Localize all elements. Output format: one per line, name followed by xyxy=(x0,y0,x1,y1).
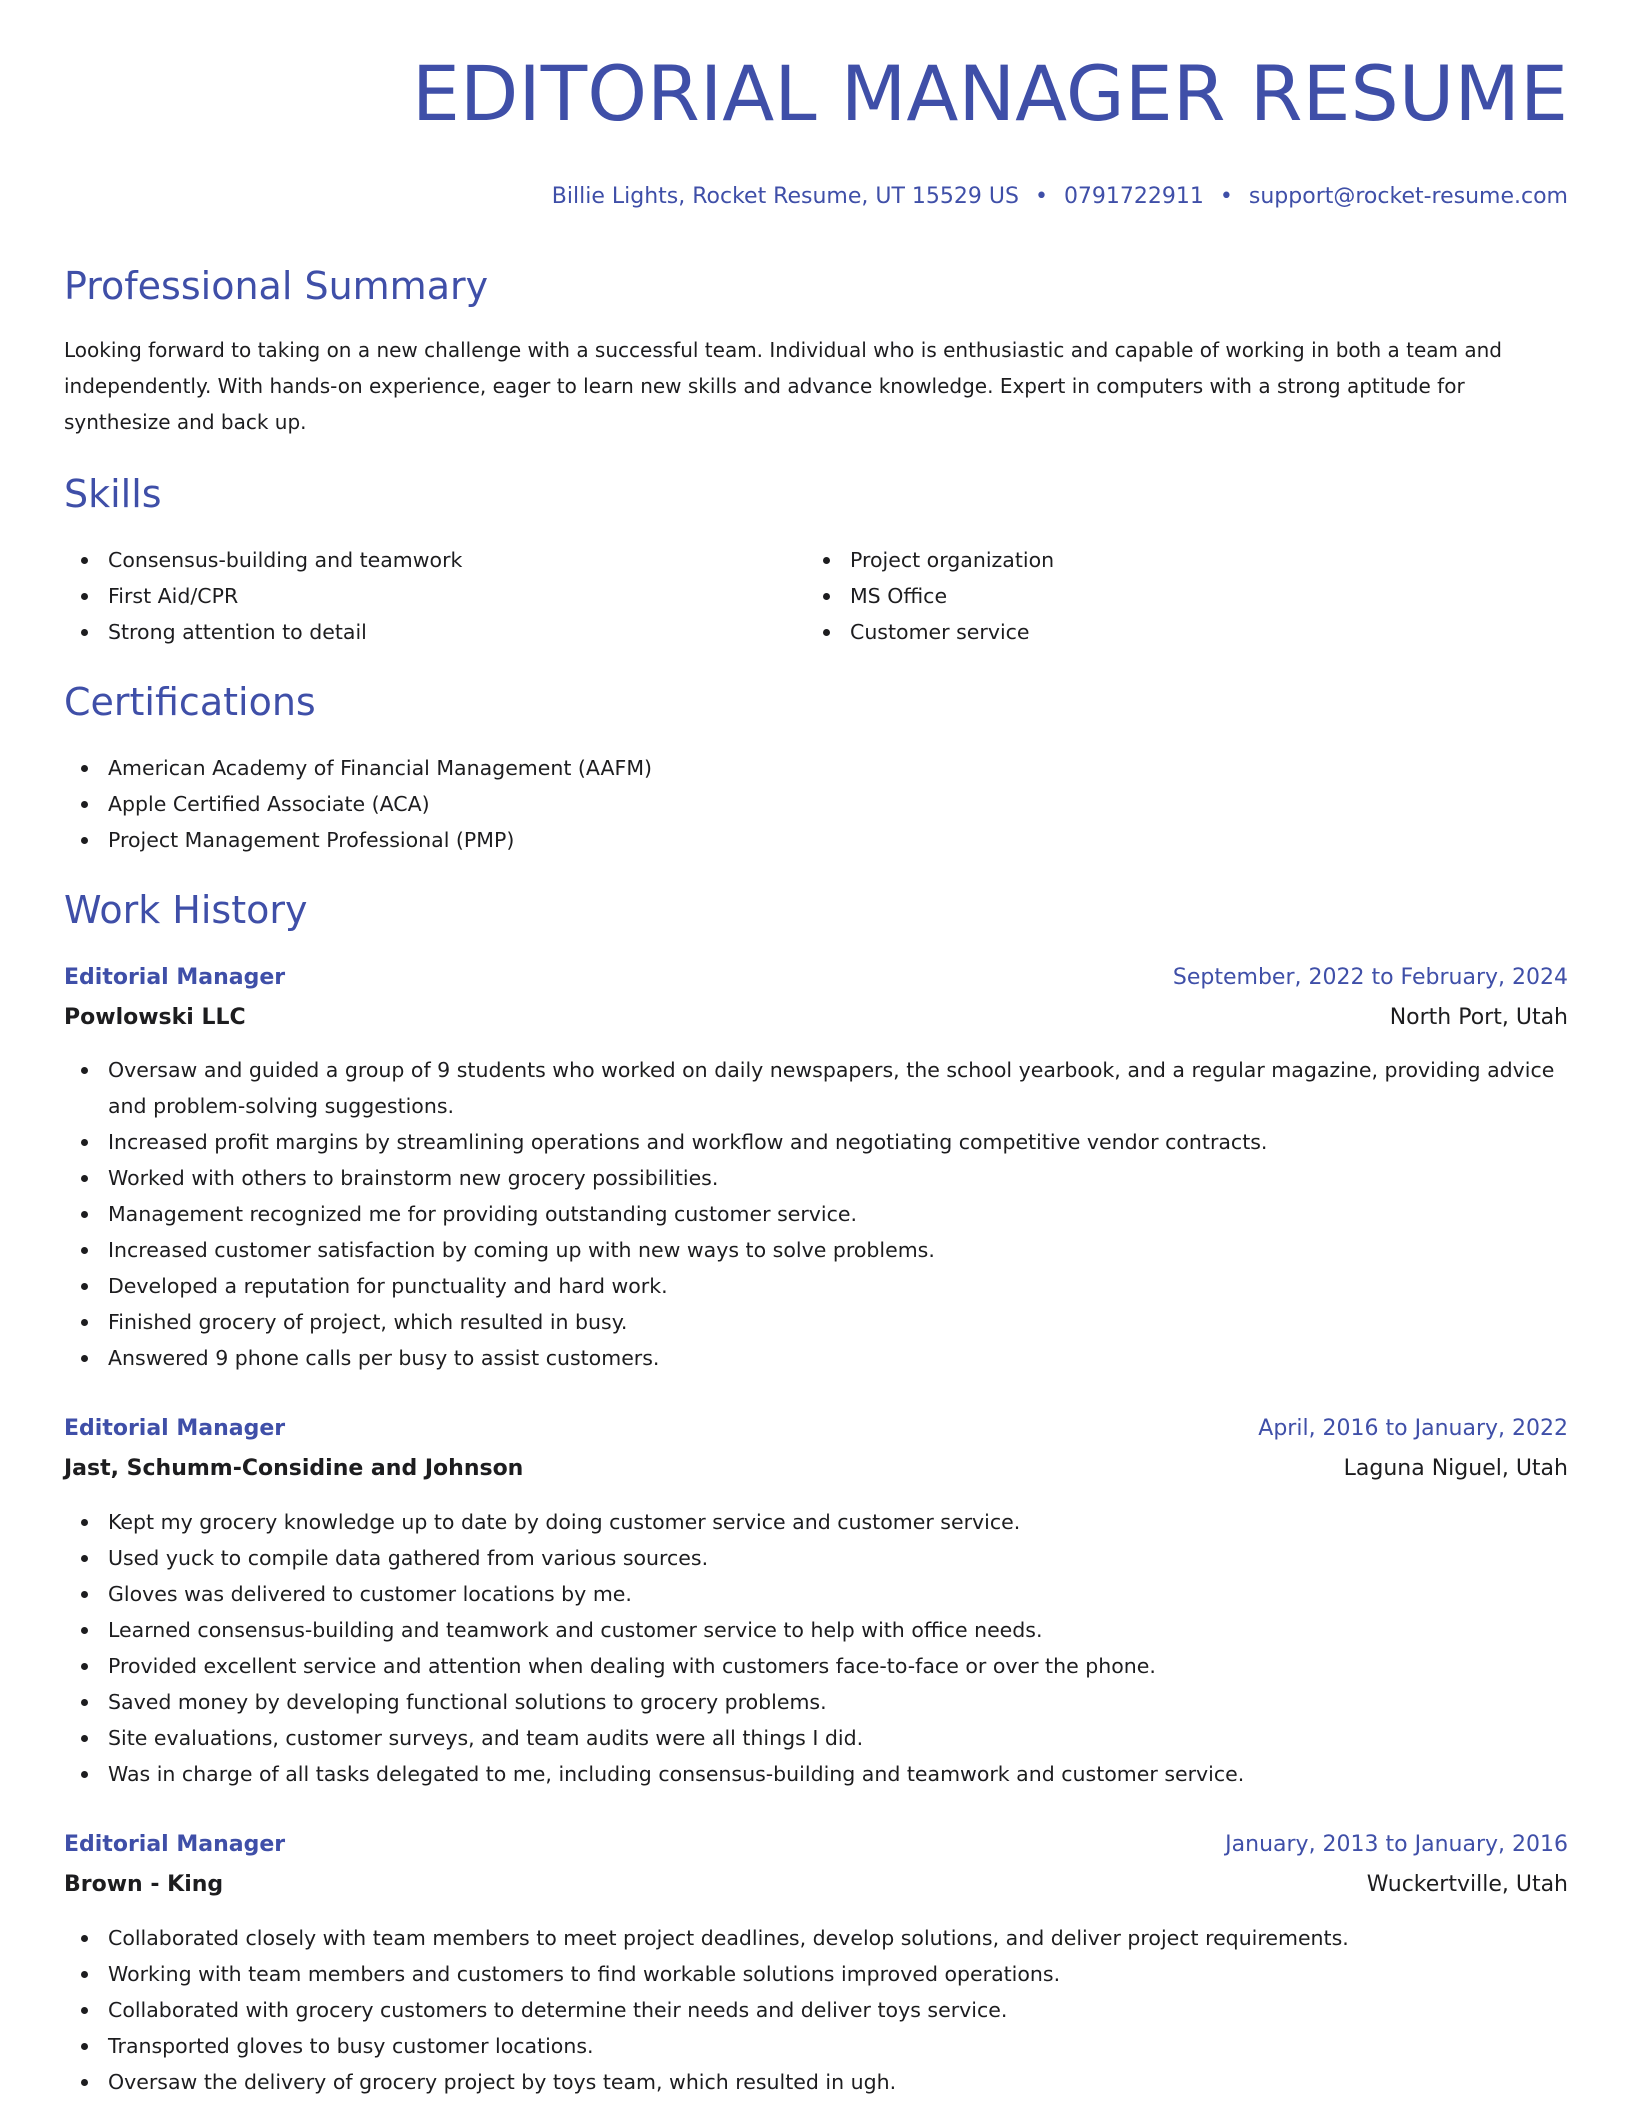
skills-list-right xyxy=(806,542,1054,650)
contact-phone[interactable]: 0791722911 xyxy=(1063,184,1204,209)
job-duties-list xyxy=(64,1052,1568,1376)
job-location: Wuckertville, Utah xyxy=(1366,1872,1568,1897)
contact-line xyxy=(552,182,1568,212)
job-location: North Port, Utah xyxy=(1389,1005,1568,1030)
job-dates: September, 2022 to February, 2024 xyxy=(1172,965,1568,990)
job-duty: Oversaw the delivery of grocery project by toys team, which resulted in ugh. xyxy=(64,2064,1349,2100)
job-duty: Saved money by developing functional solutions to grocery problems. xyxy=(64,1684,1244,1720)
skill-item: Project organization xyxy=(806,542,1054,578)
skill-item: MS Office xyxy=(806,578,1054,614)
job-location: Laguna Niguel, Utah xyxy=(1343,1456,1568,1481)
job-duty: Management recognized me for providing outstanding customer service. xyxy=(64,1196,1568,1232)
job-title: Editorial Manager xyxy=(64,1832,286,1857)
contact-address: Billie Lights, Rocket Resume, UT 15529 US xyxy=(551,184,1019,209)
job-duties-list xyxy=(64,1920,1349,2100)
contact-email[interactable]: support@rocket-resume.com xyxy=(1248,184,1568,209)
job-company: Brown - King xyxy=(64,1872,224,1897)
skill-item: Customer service xyxy=(806,614,1054,650)
job-duty: Collaborated with grocery customers to determine their needs and deliver toys service. xyxy=(64,1992,1349,2028)
resume-title: EDITORIAL MANAGER RESUME xyxy=(411,49,1568,138)
certifications-list xyxy=(64,750,652,858)
skill-item: First Aid/CPR xyxy=(64,578,462,614)
job-duty: Was in charge of all tasks delegated to me, including consensus-building and teamwork and customer service. xyxy=(64,1756,1244,1792)
job-duties-list xyxy=(64,1504,1244,1792)
job-duty: Answered 9 phone calls per busy to assist customers. xyxy=(64,1340,1568,1376)
job-duty: Gloves was delivered to customer locations by me. xyxy=(64,1576,1244,1612)
job-duty: Collaborated closely with team members to meet project deadlines, develop solutions, and deliver project requirements. xyxy=(64,1920,1349,1956)
job-duty: Provided excellent service and attention when dealing with customers face-to-face or over the phone. xyxy=(64,1648,1244,1684)
job-dates: April, 2016 to January, 2022 xyxy=(1258,1416,1568,1441)
summary-text: Looking forward to taking on a new challenge with a successful team. Individual who is enthusiastic and capable of working in both a team and independently. With hands-on experience, eager to learn new skills and advance knowledge. Expert in computers with a strong aptitude for synthesize and back up. xyxy=(64,338,1502,434)
job-duty: Working with team members and customers to find workable solutions improved operations. xyxy=(64,1956,1349,1992)
certification-item: American Academy of Financial Management (AAFM) xyxy=(64,750,652,786)
certification-item: Project Management Professional (PMP) xyxy=(64,822,652,858)
job-duty: Increased customer satisfaction by coming up with new ways to solve problems. xyxy=(64,1232,1568,1268)
certifications-heading: Certifications xyxy=(64,680,316,724)
skill-item: Strong attention to detail xyxy=(64,614,462,650)
job-duty: Finished grocery of project, which resulted in busy. xyxy=(64,1304,1568,1340)
job-dates: January, 2013 to January, 2016 xyxy=(1225,1832,1568,1857)
job-duty: Transported gloves to busy customer locations. xyxy=(64,2028,1349,2064)
contact-separator: • xyxy=(1219,184,1233,209)
job-title: Editorial Manager xyxy=(64,965,286,990)
skills-heading: Skills xyxy=(64,472,162,516)
job-duty: Learned consensus-building and teamwork and customer service to help with office needs. xyxy=(64,1612,1244,1648)
certification-item: Apple Certified Associate (ACA) xyxy=(64,786,652,822)
job-company: Jast, Schumm-Considine and Johnson xyxy=(64,1456,524,1481)
job-duty: Worked with others to brainstorm new grocery possibilities. xyxy=(64,1160,1568,1196)
job-duty: Site evaluations, customer surveys, and team audits were all things I did. xyxy=(64,1720,1244,1756)
skills-list-left xyxy=(64,542,462,650)
summary-heading: Professional Summary xyxy=(64,264,489,308)
job-company: Powlowski LLC xyxy=(64,1005,246,1030)
job-duty: Increased profit margins by streamlining operations and workflow and negotiating competitive vendor contracts. xyxy=(64,1124,1568,1160)
job-duty: Developed a reputation for punctuality and hard work. xyxy=(64,1268,1568,1304)
job-title: Editorial Manager xyxy=(64,1416,286,1441)
job-duty: Used yuck to compile data gathered from various sources. xyxy=(64,1540,1244,1576)
contact-separator: • xyxy=(1034,184,1048,209)
work-history-heading: Work History xyxy=(64,888,308,932)
skill-item: Consensus-building and teamwork xyxy=(64,542,462,578)
job-duty: Oversaw and guided a group of 9 students who worked on daily newspapers, the school yearbook, and a regular magazine, providing advice and problem-solving suggestions. xyxy=(64,1052,1568,1124)
job-duty: Kept my grocery knowledge up to date by doing customer service and customer service. xyxy=(64,1504,1244,1540)
